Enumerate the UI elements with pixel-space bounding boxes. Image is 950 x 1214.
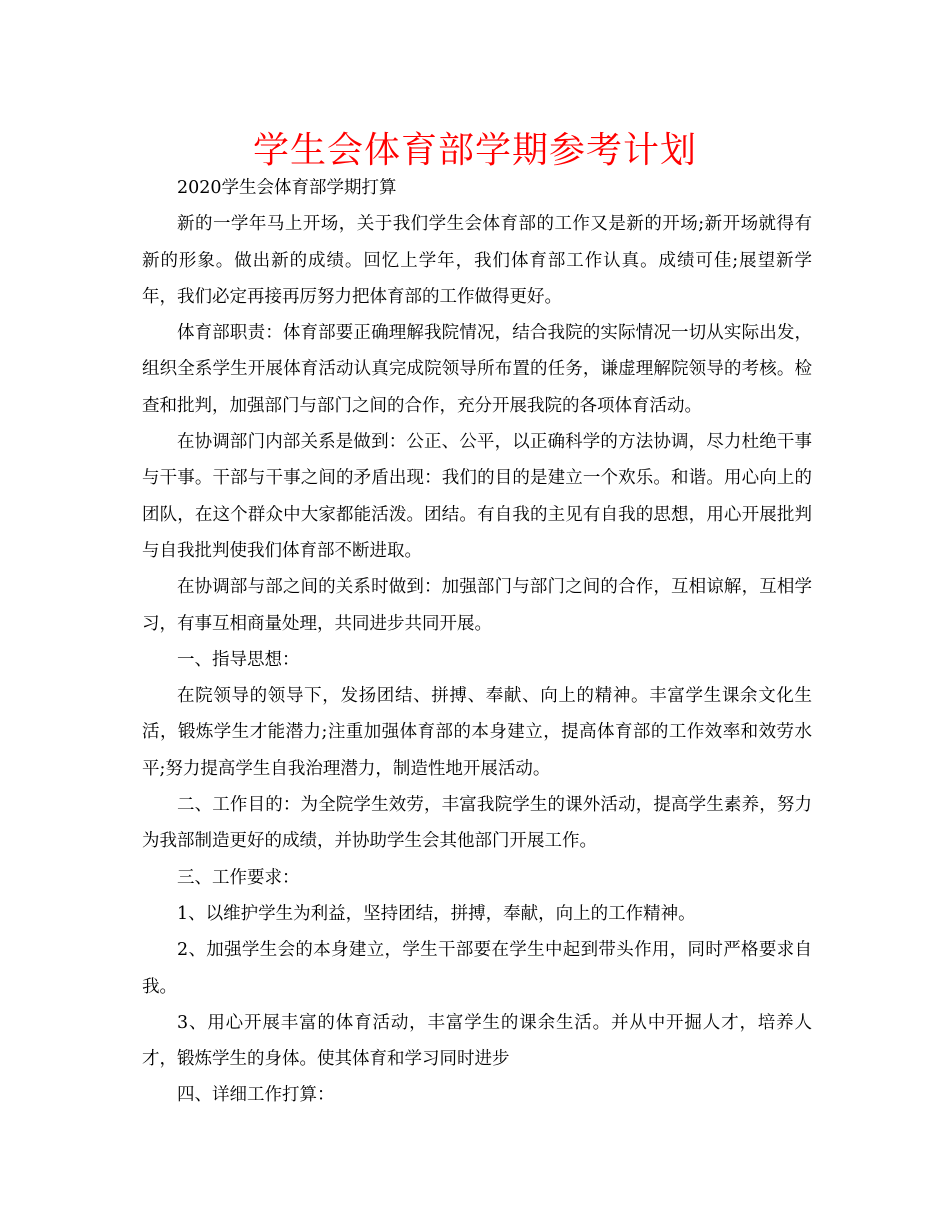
section-heading-detailed-plan: 四、详细工作打算： — [177, 1085, 335, 1106]
paragraph-duties: 体育部职责：体育部要正确理解我院情况，结合我院的实际情况一切从实际出发，组织全系学生开展体育活动认真完成院领导所布置的任务，谦虚理解院领导的考核。检查和批判，加强部门与部门之间的合作，充分开展我院的各项体育活动。 — [142, 323, 812, 416]
paragraph-intro: 新的一学年马上开场，关于我们学生会体育部的工作又是新的开场;新开场就得有新的形象。做出新的成绩。回忆上学年，我们体育部工作认真。成绩可佳;展望新学年，我们必定再接再厉努力把体育部的工作做得更好。 — [142, 214, 812, 307]
list-item-requirement-1: 1、以维护学生为利益，坚持团结，拼搏，奉献，向上的工作精神。 — [177, 903, 696, 924]
section-heading-guiding-ideas: 一、指导思想： — [177, 649, 300, 670]
paragraph-subtitle: 2020学生会体育部学期打算 — [177, 178, 397, 198]
list-item-requirement-2: 2、加强学生会的本身建立，学生干部要在学生中起到带头作用，同时严格要求自我。 — [142, 940, 812, 997]
section-heading-work-requirements: 三、工作要求： — [177, 867, 300, 888]
paragraph-work-goal: 二、工作目的：为全院学生效劳，丰富我院学生的课外活动，提高学生素养，努力为我部制造更好的成绩，并协助学生会其他部门开展工作。 — [142, 795, 812, 852]
paragraph-inter-department-relations: 在协调部与部之间的关系时做到：加强部门与部门之间的合作，互相谅解，互相学习，有事互相商量处理，共同进步共同开展。 — [142, 577, 812, 634]
document-title: 学生会体育部学期参考计划 — [252, 130, 697, 171]
paragraph-internal-relations: 在协调部门内部关系是做到：公正、公平，以正确科学的方法协调，尽力杜绝干事与干事。干部与干事之间的矛盾出现：我们的目的是建立一个欢乐。和谐。用心向上的团队，在这个群众中大家都能活泼。团结。有自我的主见有自我的思想，用心开展批判与自我批判使我们体育部不断进取。 — [142, 432, 812, 561]
paragraph-guiding-ideas: 在院领导的领导下，发扬团结、拼搏、奉献、向上的精神。丰富学生课余文化生活，锻炼学生才能潜力;注重加强体育部的本身建立，提高体育部的工作效率和效劳水平;努力提高学生自我治理潜力，制造性地开展活动。 — [142, 686, 812, 779]
document-body — [142, 170, 812, 1114]
list-item-requirement-3: 3、用心开展丰富的体育活动，丰富学生的课余生活。并从中开掘人才，培养人才，锻炼学生的身体。使其体育和学习同时进步 — [142, 1012, 812, 1070]
